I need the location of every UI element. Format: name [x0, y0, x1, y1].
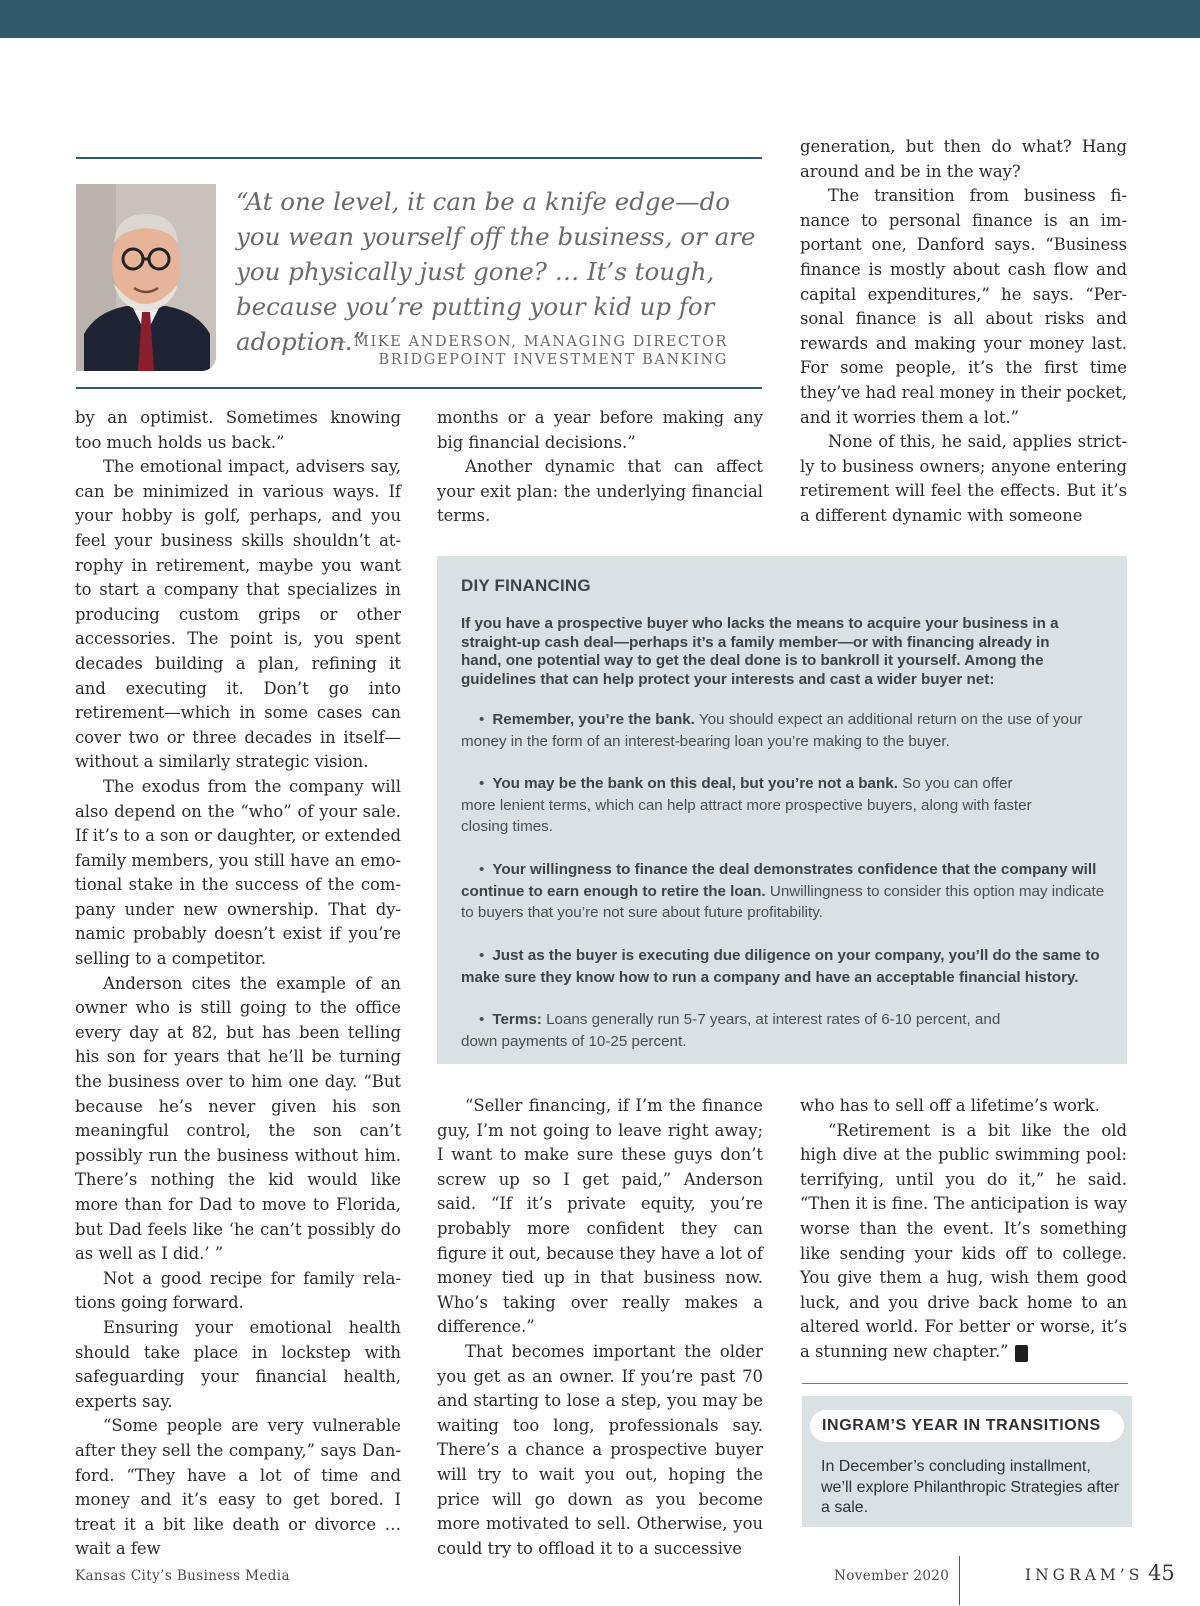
paragraph: by an optimist. Sometimes knowing too much holds us back.” — [75, 408, 401, 452]
attribution-line-2: BRIDGEPOINT INVESTMENT BANKING — [378, 351, 728, 368]
footer-date: November 2020 — [834, 1568, 950, 1584]
diy-item-bold: Just as the buyer is executing due diligence on your company, you’ll do the same to make sure they know how to run a company and have an acceptable financial history. — [461, 947, 1100, 986]
ingram-box-text: In December’s concluding installment, we’ll explore Philanthropic Strategies after a sale. — [821, 1458, 1119, 1516]
attribution-line-1: — MIKE ANDERSON, MANAGING DIRECTOR — [331, 334, 728, 350]
headshot-photo — [76, 184, 216, 371]
ingram-box-rule — [802, 1383, 1128, 1384]
diy-item-text: Unwillingness to consider this option may indicate to buyers that you’re not sure about future profitability. — [461, 882, 1105, 921]
footer-publisher: Kansas City’s Business Media — [75, 1568, 290, 1584]
paragraph: That becomes important the older you get as an owner. If you’re past 70 and starting to lose a step, you may be waiting too long, professionals say. There’s a chance a prospective buyer will try to wait you out, hoping the price will go down as you become more motivated to sell. Otherwise, you could try to offload it to a successive — [437, 1341, 763, 1558]
paragraph: who has to sell off a lifetime’s work. — [800, 1096, 1100, 1115]
bullet-icon: • — [479, 1011, 485, 1028]
column-1 — [75, 406, 401, 1562]
diy-item-bold: Your willingness to finance the deal demonstrates confidence that the company will continue to earn enough to retire the loan. — [461, 861, 1097, 900]
paragraph — [800, 1119, 1127, 1365]
bullet-icon: • — [479, 775, 485, 792]
column-3-top — [800, 135, 1127, 529]
page-number: 45 — [1148, 1561, 1175, 1585]
column-3-bottom — [800, 1094, 1127, 1365]
column-2-top — [437, 406, 763, 529]
diy-item-bold: You may be the bank on this deal, but you’re not a bank. — [492, 775, 898, 792]
ingram-transitions-box — [802, 1396, 1132, 1527]
column-2-bottom — [437, 1094, 763, 1561]
diy-financing-sidebar — [437, 556, 1127, 1064]
pull-quote-text: “At one level, it can be a knife edge—do you wean yourself off the business, or are you physically just gone? … It’s tough, because you’re putting your kid up for adoption.” — [236, 187, 756, 356]
bullet-icon: • — [479, 711, 485, 728]
diy-item-bold: Terms: — [492, 1011, 542, 1028]
ingram-title-pill — [810, 1410, 1124, 1442]
paragraph: months or a year before making any big financial decisions.” — [437, 408, 763, 452]
diy-item-text: So you can offer more lenient terms, which can help attract more prospective buyers, along with faster closing times. — [461, 775, 1032, 835]
paragraph: Another dynamic that can affect your exit plan: the underlying financial terms. — [437, 457, 763, 526]
paragraph: The transition from business finance to personal finance is an important one, Danford says. “Business finance is mostly about cash flow and capital expenditures,” he says. “Personal finance is all about risks and rewards and making your money last. For some people, it’s the first time they’ve had real money in their pocket, and it worries them a lot.” — [800, 186, 1127, 427]
diy-item-text: You should expect an additional return on the use of your money in the form of an interest-bearing loan you’re making to the buyer. — [461, 711, 1083, 750]
ingram-box-title: INGRAM’S YEAR IN TRANSITIONS — [822, 1417, 1101, 1434]
top-color-bar — [0, 0, 1200, 38]
quote-bottom-rule — [76, 387, 762, 389]
paragraph: “Seller financing, if I’m the finance guy, I’m not going to leave right away; I want to make sure these guys don’t screw up so I get paid,” Anderson said. “If it’s private equity, you’re probably more confident they can figure it out, because they have a lot of money tied up in that business now. Who’s taking over really makes a difference.” — [437, 1096, 763, 1337]
closing-paragraph-text: “Retirement is a bit like the old high dive at the public swimming pool: terrifying, until you do it,” he said. “Then it is fine. The anticipation is way worse than the event. It’s something like sending your kids off to college. You give them a hug, wish them good luck, and you drive back home to an altered world. For better or worse, it’s a stunning new chapter.” — [800, 1120, 1127, 1361]
diy-item — [461, 945, 1111, 988]
footer-divider — [959, 1556, 960, 1605]
paragraph: None of this, he said, applies strictly to business owners; anyone entering retirement will feel the effects. But it’s a different dynamic with someone — [800, 432, 1127, 525]
paragraph: Not a good recipe for family relations going forward. — [75, 1268, 401, 1313]
pull-quote-attribution — [236, 334, 728, 369]
quote-top-rule — [76, 157, 762, 159]
bullet-icon: • — [479, 861, 485, 878]
diy-item — [461, 859, 1111, 924]
diy-item-bold: Remember, you’re the bank. — [492, 711, 695, 728]
bullet-icon: • — [479, 947, 485, 964]
diy-item — [461, 773, 1041, 838]
paragraph: Anderson cites the example of an owner who is still going to the office every day at 82, but has been telling his son for years that he’ll be turning the business over to him one day. “But because he’s never given his son meaningful control, the son can’t possibly run the business without him. There’s nothing the kid would like more than for Dad to move to Florida, but Dad feels like ‘he can’t possibly do as well as I did.’ ” — [75, 973, 401, 1264]
paragraph: generation, but then do what? Hang around and be in the way? — [800, 137, 1127, 181]
paragraph: Ensuring your emotional health should take place in lockstep with safeguarding your financial health, experts say. — [75, 1317, 401, 1411]
paragraph: The emotional impact, advisers say, can be minimized in various ways. If your hobby is golf, perhaps, and you feel your business skills shouldn’t atrophy in retirement, maybe you want to start a company that specializes in producing custom grips or other accessories. The point is, you spent decades building a plan, refining it and executing it. Don’t go into retirement—which in some cases can cover two or three decades in itself—without a similarly strategic vision. — [75, 457, 401, 772]
diy-item — [461, 709, 1111, 752]
footer-magazine-name: INGRAM’S — [1025, 1566, 1144, 1584]
paragraph: The exodus from the company will also depend on the “who” of your sale. If it’s to a son or daughter, or extended family members, you still have an emotional stake in the success of the company under new ownership. That dynamic probably doesn’t exist if you’re selling to a competitor. — [75, 776, 402, 969]
diy-intro: If you have a prospective buyer who lacks the means to acquire your business in a straight-up cash deal—perhaps it’s a family member—or with financing already in hand, one potential way to get the deal done is to bankroll it yourself. Among the guidelines that can help protect your interests and cast a wider buyer net: — [461, 615, 1059, 688]
paragraph: “Some people are very vulnerable after they sell the company,” says Danford. “They have a lot of time and money and it’s easy to get bored. I treat it a bit like death or divorce … wait a few — [75, 1416, 401, 1559]
diy-item — [461, 1009, 1021, 1052]
end-mark-icon: I — [1015, 1345, 1028, 1362]
diy-item-text: Loans generally run 5-7 years, at interest rates of 6-10 percent, and down payments of 10-25 percent. — [461, 1011, 1001, 1050]
diy-title: DIY FINANCING — [461, 576, 591, 595]
